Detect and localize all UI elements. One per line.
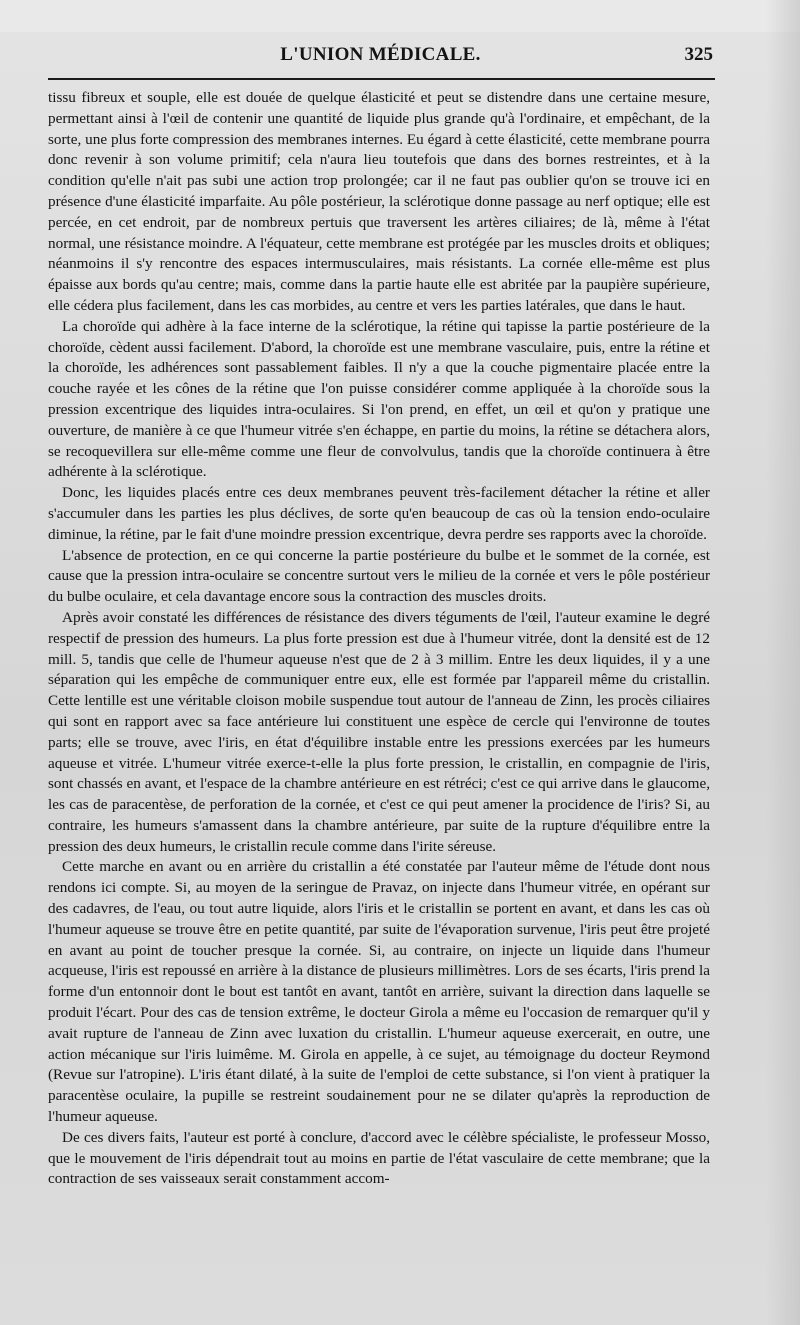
paragraph-2: La choroïde qui adhère à la face interne de la sclérotique, la rétine qui tapisse la partie postérieure de la choroïde, cèdent aussi facilement. D'abord, la choroïde est une membrane vasculaire, puis, entre la rétine et la choroïde, les adhérences sont passablement faibles. Il n'y a que la couche pigmentaire placée entre la couche rayée et les cônes de la rétine que l'on puisse considérer comme appliquée à la choroïde sous la pression excentrique des liquides intra-oculaires. Si l'on prend, en effet, un œil et qu'on y pratique une ouverture, de manière à ce que l'humeur vitrée s'en échappe, en partie du moins, la rétine se détachera alors, se recoquevillera sur elle-même comme une fleur de convolvulus, tandis que la choroïde continuera à être adhérente à la sclérotique. [48, 317, 710, 481]
paragraph-6: Cette marche en avant ou en arrière du cristallin a été constatée par l'auteur même de l'étude dont nous rendons ici compte. Si, au moyen de la seringue de Pravaz, on injecte dans l'humeur vitrée, en opérant sur des cadavres, de l'eau, ou tout autre liquide, alors l'iris et le cristallin se portent en avant, et dans les cas où l'humeur aqueuse se trouve être en petite quantité, par suite de l'évaporation survenue, l'iris peut être projeté en avant au point de toucher presque la cornée. Si, au contraire, on injecte un liquide dans l'humeur acqueuse, l'iris est repoussé en arrière à la distance de plusieurs millimètres. Lors de ses écarts, l'iris prend la forme d'un entonnoir dont le bout est tantôt en avant, tantôt en arrière, suivant la direction dans laquelle se produit l'écart. Pour des cas de tension extrême, le docteur Girola a même eu l'occasion de remarquer qu'il y avait rupture de l'anneau de Zinn avec luxation du cristallin. L'humeur aqueuse exercerait, en outre, une action mécanique sur l'iris luimême. M. Girola en appelle, à ce sujet, au témoignage du docteur Reymond (Revue sur l'atropine). L'iris étant dilaté, à la suite de l'emploi de cette substance, si l'on vient à pratiquer la paracentèse oculaire, la pupille se restreint soudainement pour ne se dilater qu'après la reproduction de l'humeur aqueuse. [48, 858, 710, 1126]
running-title: L'UNION MÉDICALE. [280, 44, 481, 65]
header-rule [48, 78, 715, 80]
body-text [48, 88, 710, 1190]
paragraph-1: tissu fibreux et souple, elle est douée de quelque élasticité et peut se distendre dans une certaine mesure, permettant ainsi à l'œil de contenir une quantité de liquide plus grande qu'à l'ordinaire, et empêchant, de la sorte, une plus forte compression des membranes internes. Eu égard à cette élasticité, cette membrane pourra donc revenir à son volume primitif; cela n'aura lieu toutefois que dans des bornes restreintes, et à la condition qu'elle n'ait pas subi une action trop prolongée; car il ne faut pas oublier qu'on se trouve ici en présence d'une élasticité imparfaite. Au pôle postérieur, la sclérotique donne passage au nerf optique; elle est percée, en cet endroit, par de nombreux pertuis que traversent les artères ciliaires; de là, même à l'état normal, une résistance moindre. A l'équateur, cette membrane est protégée par les muscles droits et obliques; néanmoins il s'y rencontre des espaces intermusculaires, mais résistants. La cornée elle-même est plus épaisse aux bords qu'au centre; mais, comme dans la partie haute elle est abritée par la paupière supérieure, elle cédera plus facilement, dans les cas morbides, au centre et vers les parties latérales, que dans le haut. [48, 89, 710, 314]
paragraph-7: De ces divers faits, l'auteur est porté à conclure, d'accord avec le célèbre spécialiste, le professeur Mosso, que le mouvement de l'iris dépendrait tout au moins en partie de l'état vasculaire de cette membrane; que la contraction de ses vaisseaux serait constamment accom- [48, 1128, 710, 1188]
bleed-through-strip [0, 0, 800, 32]
page-number: 325 [684, 44, 713, 65]
paragraph-3: Donc, les liquides placés entre ces deux membranes peuvent très-facilement détacher la rétine et aller s'accumuler dans les parties les plus déclives, de sorte qu'en beaucoup de cas où la tension endo-oculaire diminue, la rétine, par le fait d'une moindre pression excentrique, devra perdre ses rapports avec la choroïde. [48, 484, 710, 543]
page-header [48, 44, 713, 74]
page-edge-shadow [766, 0, 800, 1325]
paragraph-4: L'absence de protection, en ce qui concerne la partie postérieure du bulbe et le sommet de la cornée, est cause que la pression intra-oculaire se concentre surtout vers le milieu de la cornée et vers le pôle postérieur du bulbe oculaire, et cela davantage encore sous la contraction des muscles droits. [48, 546, 710, 606]
paragraph-5: Après avoir constaté les différences de résistance des divers téguments de l'œil, l'auteur examine le degré respectif de pression des humeurs. La plus forte pression est due à l'humeur vitrée, dont la densité est de 12 mill. 5, tandis que celle de l'humeur aqueuse n'est que de 2 à 3 millim. Entre les deux liquides, il y a une séparation qui les empêche de communiquer entre eux, elle est formée par l'appareil même du cristallin. Cette lentille est une véritable cloison mobile suspendue tout autour de l'anneau de Zinn, les procès ciliaires qui sont en rapport avec sa face antérieure lui constituent une espèce de cercle qui l'environne de toutes parts; elle se trouve, avec l'iris, en état d'équilibre instable entre les pressions exercées par les humeurs aqueuse et vitrée. L'humeur vitrée exerce-t-elle la plus forte pression, le cristallin, en compagnie de l'iris, sont chassés en avant, et l'espace de la chambre antérieure en est rétréci; c'est ce qui arrive dans le glaucome, les cas de paracentèse, de perforation de la cornée, et c'est ce qui peut amener la procidence de l'iris? Si, au contraire, les humeurs s'amassent dans la chambre antérieure, par suite de la rupture d'équilibre entre la pression des deux humeurs, le cristallin recule comme dans l'irite séreuse. [48, 608, 710, 855]
